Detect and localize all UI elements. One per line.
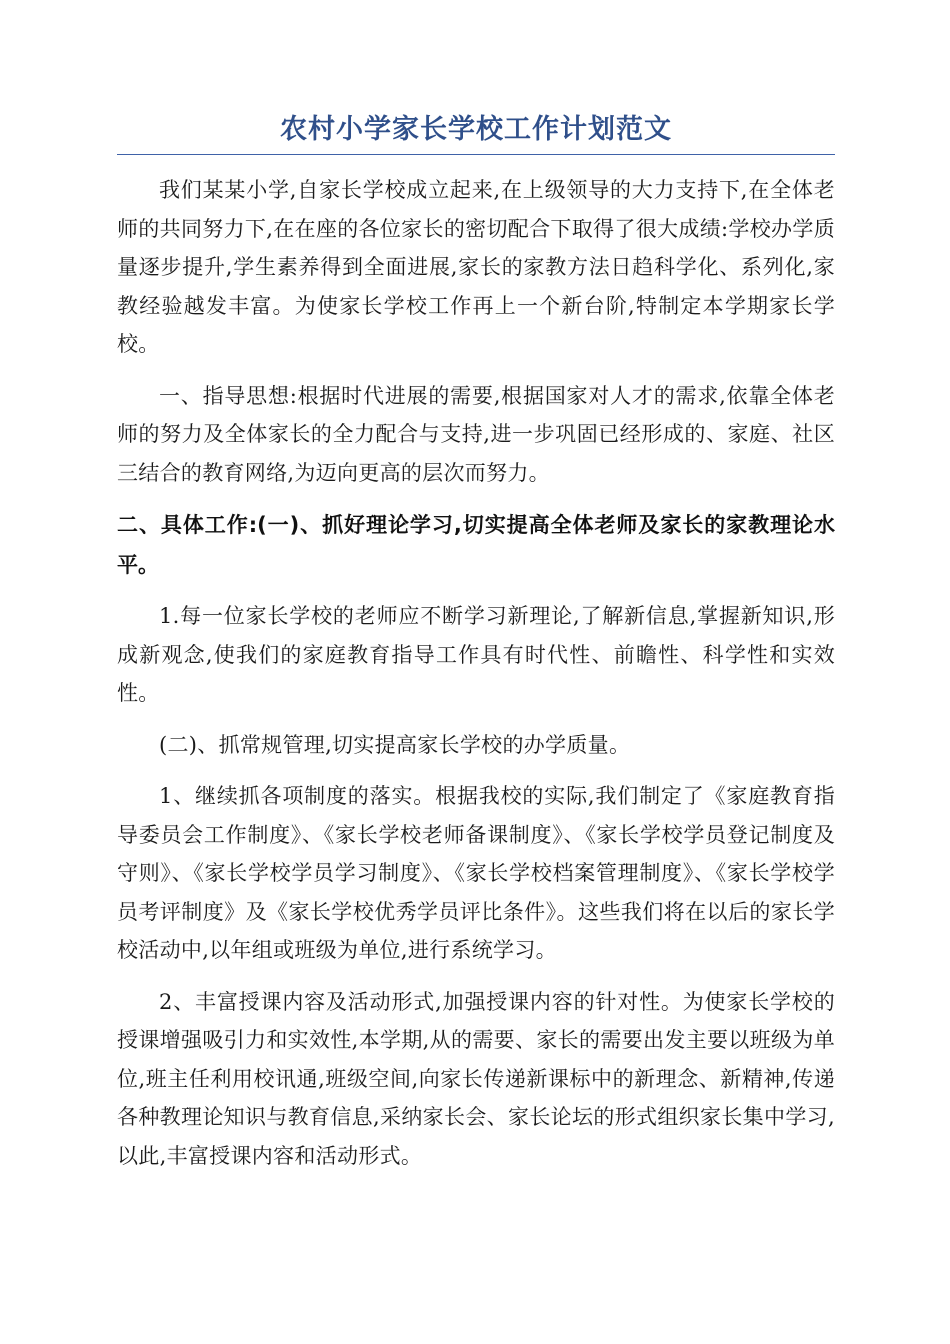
subsection-2-heading: (二)、抓常规管理,切实提高家长学校的办学质量。 bbox=[159, 732, 631, 757]
section-heading-specific-work: 二、具体工作:(一)、抓好理论学习,切实提高全体老师及家长的家教理论水平。 bbox=[117, 513, 835, 577]
item-2-1-paragraph: 1、继续抓各项制度的落实。根据我校的实际,我们制定了《家庭教育指导委员会工作制度》、《家长学校老师备课制度》、《家长学校学员登记制度及守则》、《家长学校学员学习制度》、《家长学校档案管理制度》、《家长学校学员考评制度》及《家长学校优秀学员评比条件》。这些我们将在以后的家长学校活动中,以年组或班级为单位,进行系统学习。 bbox=[117, 784, 835, 962]
item-2-2-paragraph: 2、丰富授课内容及活动形式,加强授课内容的针对性。为使家长学校的授课增强吸引力和实效性,本学期,从的需要、家长的需要出发主要以班级为单位,班主任利用校讯通,班级空间,向家长传递新课标中的新理念、新精神,传递各种教理论知识与教育信息,采纳家长会、家长论坛的形式组织家长集中学习,以此,丰富授课内容和活动形式。 bbox=[117, 989, 835, 1168]
item-1-paragraph: 1.每一位家长学校的老师应不断学习新理论,了解新信息,掌握新知识,形成新观念,使我们的家庭教育指导工作具有时代性、前瞻性、科学性和实效性。 bbox=[117, 604, 835, 705]
document-title: 农村小学家长学校工作计划范文 bbox=[280, 114, 672, 145]
document-page bbox=[117, 112, 835, 1188]
title-underline bbox=[117, 154, 835, 155]
intro-paragraph: 我们某某小学,自家长学校成立起来,在上级领导的大力支持下,在全体老师的共同努力下,在在座的各位家长的密切配合下取得了很大成绩:学校办学质量逐步提升,学生素养得到全面进展,家长的家教方法日趋科学化、系列化,家教经验越发丰富。为使家长学校工作再上一个新台阶,特制定本学期家长学校。 bbox=[117, 178, 835, 356]
guiding-principle-paragraph: 一、指导思想:根据时代进展的需要,根据国家对人才的需求,依靠全体老师的努力及全体家长的全力配合与支持,进一步巩固已经形成的、家庭、社区三结合的教育网络,为迈向更高的层次而努力。 bbox=[117, 383, 835, 485]
